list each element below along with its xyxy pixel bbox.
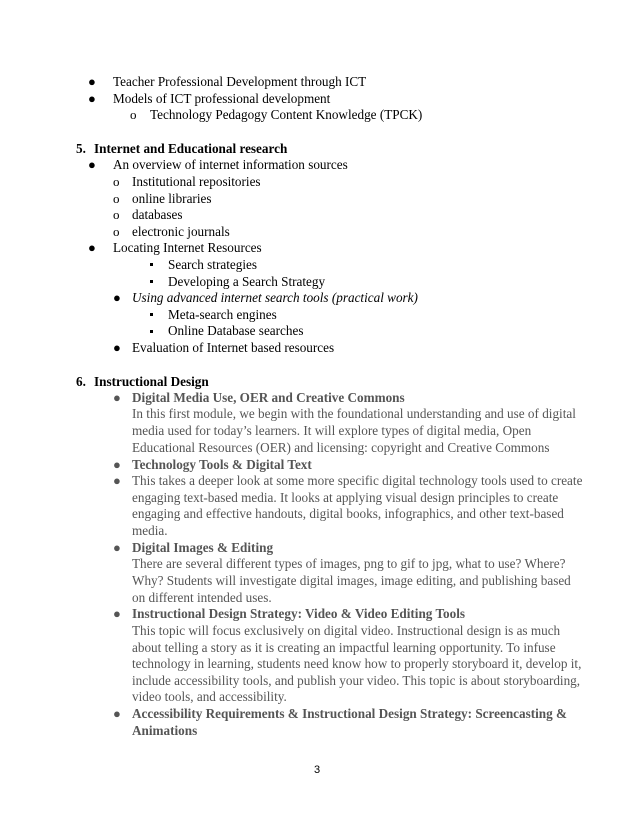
circle-bullet-icon: o xyxy=(113,174,120,189)
bullet-icon: ● xyxy=(113,706,121,721)
sub-list-item: electronic journals xyxy=(132,224,230,239)
topic-text: media. xyxy=(132,523,168,538)
section-number: 6. xyxy=(76,374,86,389)
topic-text: engaging and effective handouts, digital books, infographics, and other text-based xyxy=(132,506,564,521)
bullet-icon: ● xyxy=(113,457,121,472)
topic-title: Instructional Design Strategy: Video & Video Editing Tools xyxy=(132,606,466,621)
sub-list-item: online libraries xyxy=(132,191,212,206)
circle-bullet-icon: o xyxy=(130,107,137,122)
topic-text: In this first module, we begin with the foundational understanding and use of digital xyxy=(132,406,576,421)
topic-title-continued: Animations xyxy=(132,723,198,738)
sub-list-item: Meta-search engines xyxy=(168,307,277,322)
page-number: 3 xyxy=(314,764,321,776)
topic-text: include accessibility tools, and publish your video. This topic is about storyboarding, xyxy=(132,673,581,688)
section-title: Instructional Design xyxy=(94,374,209,389)
section-title: Internet and Educational research xyxy=(94,141,288,156)
topic-text: video tools, and accessibility. xyxy=(132,689,287,704)
circle-bullet-icon: o xyxy=(113,224,120,239)
list-item: Locating Internet Resources xyxy=(113,240,262,255)
topic-text: This takes a deeper look at some more specific digital technology tools used to create xyxy=(132,473,583,488)
list-item: Using advanced internet search tools (practical work) xyxy=(132,290,418,305)
topic-text: technology in learning, students need know how to properly storyboard it, develop it, xyxy=(132,656,582,671)
topic-text: on different intended uses. xyxy=(132,590,272,605)
topic-text: There are several different types of images, png to gif to jpg, what to use? Where? xyxy=(132,556,566,571)
topic-text: about telling a story as it is creating an impactful learning opportunity. To infuse xyxy=(132,640,556,655)
bullet-icon: ● xyxy=(88,74,96,89)
topic-title: Digital Images & Editing xyxy=(132,540,274,555)
sub-list-item: databases xyxy=(132,207,183,222)
bullet-icon: ● xyxy=(113,473,121,488)
topic-title: Technology Tools & Digital Text xyxy=(132,457,312,472)
sub-list-item: Developing a Search Strategy xyxy=(168,274,326,289)
square-bullet-icon xyxy=(150,313,153,316)
bullet-icon: ● xyxy=(113,540,121,555)
list-item: An overview of internet information sources xyxy=(113,157,348,172)
topic-text: engaging text-based media. It looks at applying visual design principles to create xyxy=(132,490,559,505)
section-number: 5. xyxy=(76,141,86,156)
square-bullet-icon xyxy=(150,280,153,283)
list-item: Models of ICT professional development xyxy=(113,91,331,106)
bullet-icon: ● xyxy=(88,91,96,106)
bullet-icon: ● xyxy=(113,390,121,405)
circle-bullet-icon: o xyxy=(113,207,120,222)
square-bullet-icon xyxy=(150,263,153,266)
topic-text: Why? Students will investigate digital images, image editing, and publishing based xyxy=(132,573,571,588)
sub-list-item: Online Database searches xyxy=(168,323,304,338)
square-bullet-icon xyxy=(150,330,153,333)
list-item: Teacher Professional Development through ICT xyxy=(113,74,367,89)
bullet-icon: ● xyxy=(113,290,121,305)
list-item: Evaluation of Internet based resources xyxy=(132,340,335,355)
topic-title: Digital Media Use, OER and Creative Commons xyxy=(132,390,405,405)
sub-list-item: Institutional repositories xyxy=(132,174,261,189)
bullet-icon: ● xyxy=(88,157,96,172)
sub-list-item: Technology Pedagogy Content Knowledge (TPCK) xyxy=(150,107,423,122)
sub-list-item: Search strategies xyxy=(168,257,257,272)
bullet-icon: ● xyxy=(113,340,121,355)
topic-text: media used for today’s learners. It will explore types of digital media, Open xyxy=(132,423,532,438)
topic-title: Accessibility Requirements & Instructional Design Strategy: Screencasting & xyxy=(132,706,568,721)
circle-bullet-icon: o xyxy=(113,191,120,206)
topic-text: This topic will focus exclusively on digital video. Instructional design is as much xyxy=(132,623,561,638)
topic-text: Educational Resources (OER) and licensing: copyright and Creative Commons xyxy=(132,440,550,455)
bullet-icon: ● xyxy=(88,240,96,255)
bullet-icon: ● xyxy=(113,606,121,621)
